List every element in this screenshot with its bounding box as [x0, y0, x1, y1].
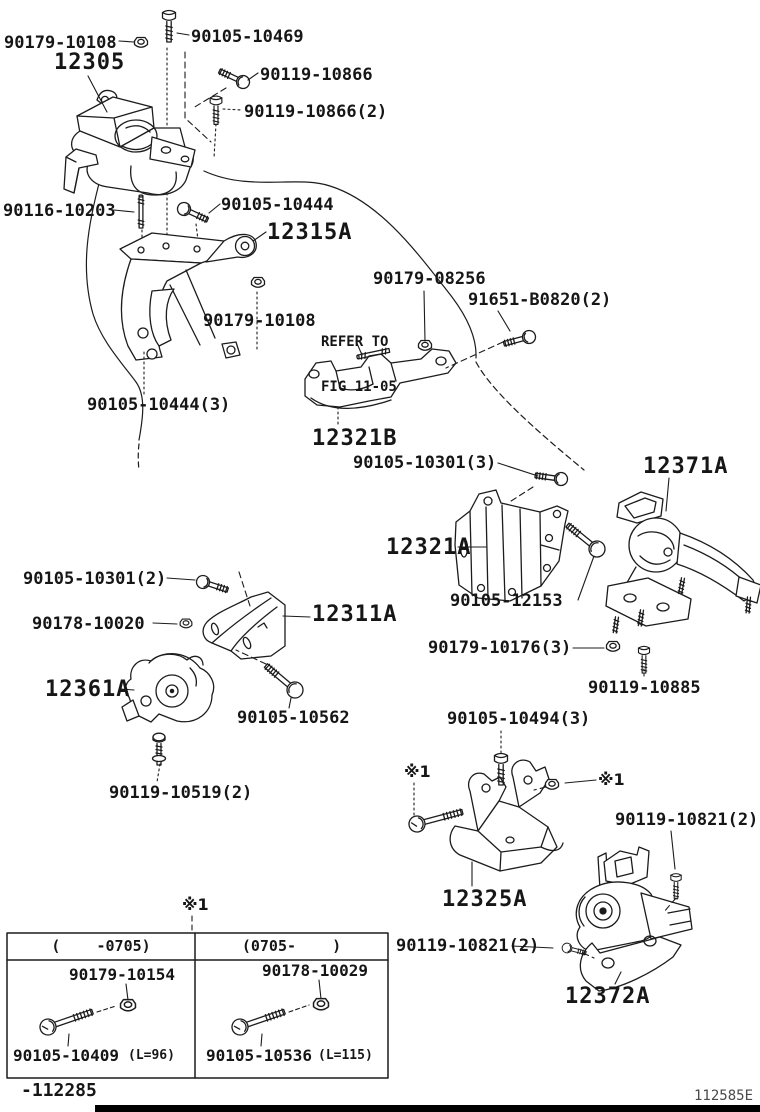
nut-icon — [419, 341, 432, 351]
label-90179-10108-top: 90179-10108 — [4, 33, 117, 53]
label-90105-10469: 90105-10469 — [191, 27, 304, 47]
label-90119-10885: 90119-10885 — [588, 678, 701, 698]
refer-note-line1: REFER TO — [321, 333, 389, 350]
bolt-icon — [671, 874, 681, 899]
bracket-12321A-drawing — [455, 490, 568, 601]
nut-icon — [252, 278, 265, 288]
bolt-icon — [175, 200, 210, 226]
bolt-icon — [153, 733, 166, 765]
bolt-icon — [210, 96, 222, 124]
mount-12361A-drawing — [122, 654, 214, 722]
table-header-early: ( -0705) — [51, 937, 151, 955]
label-part-12321A: 12321A — [386, 535, 472, 560]
label-90119-10866: 90119-10866 — [260, 65, 373, 85]
ref-mark-table: ※1 — [182, 895, 209, 914]
bolt-icon — [195, 574, 230, 596]
mount-12371A-drawing — [606, 492, 760, 626]
label-90119-10866-2: 90119-10866(2) — [244, 102, 388, 122]
table-bolt-late-length: (L=115) — [318, 1048, 373, 1063]
label-90105-10301-3: 90105-10301(3) — [353, 453, 497, 473]
page-code-right: 112585E — [694, 1088, 754, 1104]
bolt-icon — [261, 659, 307, 701]
stud-icon — [138, 195, 144, 228]
label-part-12315A: 12315A — [267, 220, 353, 245]
label-90119-10821-2-lower: 90119-10821(2) — [396, 936, 540, 956]
label-90116-10203: 90116-10203 — [3, 201, 116, 221]
refer-note-line2: FIG 11-05 — [321, 378, 397, 395]
stud-icon — [612, 617, 619, 634]
label-90179-08256: 90179-08256 — [373, 269, 486, 289]
table-bolt-late: 90105-10536 — [206, 1046, 312, 1065]
bracket-12315A-drawing — [120, 233, 256, 360]
label-90105-10444: 90105-10444 — [221, 195, 334, 215]
bolt-icon — [502, 329, 537, 350]
bolt-icon — [163, 11, 176, 43]
label-part-12361A: 12361A — [45, 677, 131, 702]
table-nut-early: 90179-10154 — [69, 965, 175, 984]
label-90178-10020: 90178-10020 — [32, 614, 145, 634]
nut-icon — [314, 999, 329, 1010]
label-90119-10519-2: 90119-10519(2) — [109, 783, 253, 803]
ref-mark-left: ※1 — [404, 762, 431, 781]
bracket-12325A-drawing — [450, 760, 563, 871]
table-nut-late: 90178-10029 — [262, 961, 368, 980]
table-header-late: (0705- ) — [241, 937, 342, 955]
nut-icon — [180, 619, 192, 628]
nut-icon — [135, 38, 148, 48]
page-edge-bar — [95, 1105, 760, 1112]
nut-icon — [121, 1000, 136, 1011]
label-90179-10108-second: 90179-10108 — [203, 311, 316, 331]
label-90105-10301-2: 90105-10301(2) — [23, 569, 167, 589]
table-bolt-early: 90105-10409 — [13, 1046, 119, 1065]
bolt-icon — [217, 65, 252, 91]
label-part-12321B: 12321B — [312, 426, 398, 451]
nut-icon — [607, 642, 620, 652]
ref-mark-right: ※1 — [598, 770, 625, 789]
table-bolt-early-length: (L=96) — [128, 1048, 175, 1063]
label-90105-10494-3: 90105-10494(3) — [447, 709, 591, 729]
label-90119-10821-2-upper: 90119-10821(2) — [615, 810, 759, 830]
label-part-12305: 12305 — [54, 50, 126, 75]
label-90105-10562: 90105-10562 — [237, 708, 350, 728]
label-91651-B0820-2: 91651-B0820(2) — [468, 290, 612, 310]
refer-note — [321, 305, 397, 410]
bolt-icon — [562, 519, 608, 560]
label-part-12311A: 12311A — [312, 602, 398, 627]
nut-icon — [546, 780, 559, 790]
page-code-left: -112285 — [21, 1080, 97, 1101]
label-part-12372A: 12372A — [565, 984, 651, 1009]
mount-12305-drawing — [64, 90, 195, 195]
bolt-icon — [534, 469, 568, 486]
label-part-12371A: 12371A — [643, 454, 729, 479]
label-90105-12153: 90105-12153 — [450, 591, 563, 611]
label-90179-10176-3: 90179-10176(3) — [428, 638, 572, 658]
stud-icon — [678, 578, 686, 595]
label-part-12325A: 12325A — [442, 887, 528, 912]
label-90105-10444-3: 90105-10444(3) — [87, 395, 231, 415]
bracket-12311A-drawing — [203, 592, 285, 659]
